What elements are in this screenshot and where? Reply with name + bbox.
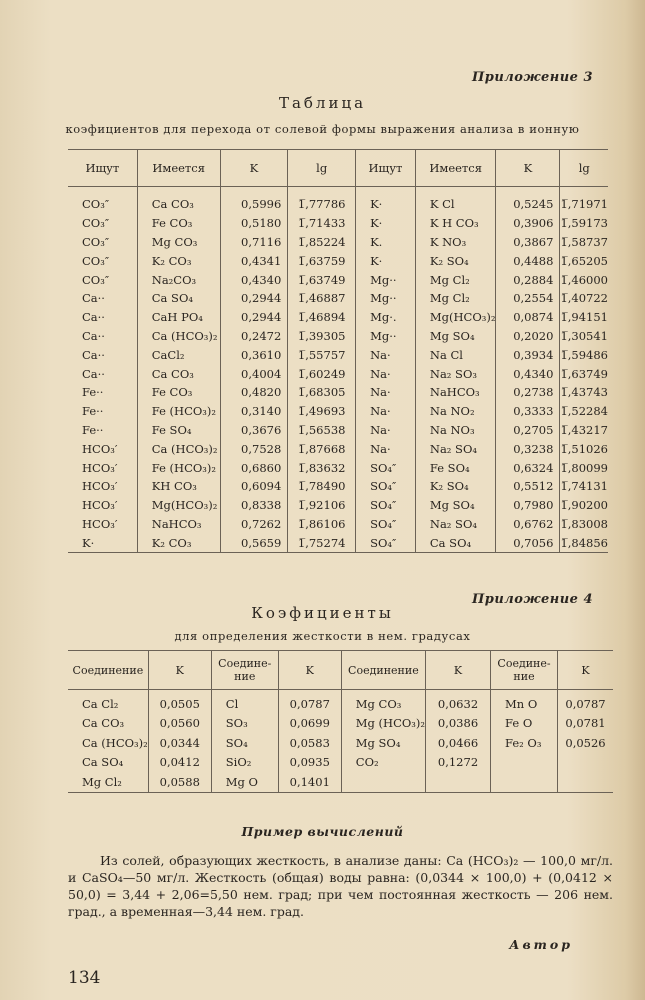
table-row <box>68 308 608 327</box>
table1-subtitle: коэфициентов для перехода от солевой формы выражения анализа в ионную <box>65 122 580 136</box>
table-cell: 0,7528 <box>220 439 288 458</box>
appendix-3-label: Приложение 3 <box>471 70 593 85</box>
table-cell: Ca CO₃ <box>68 714 148 734</box>
header-compound-2: Соедине-ние <box>211 651 278 690</box>
header-k: K <box>220 150 288 187</box>
table-cell: 1̅,84856 <box>560 535 608 550</box>
table-cell: 0,4341 <box>220 251 288 270</box>
table-cell: 1̅,90200 <box>560 498 608 513</box>
header-compound-4: Соедине-ние <box>491 651 558 690</box>
table-cell: Ca SO₄ <box>137 289 220 308</box>
table-cell: SO₄″ <box>356 515 416 534</box>
table-cell <box>426 772 491 792</box>
hardness-coefficients-table <box>68 650 613 793</box>
table-cell: Mg·· <box>356 327 416 346</box>
table-cell: K· <box>68 533 137 552</box>
table-cell: 1̅,65205 <box>560 253 608 268</box>
table-cell: 0,4340 <box>496 364 560 383</box>
table-cell: Ca·· <box>68 327 137 346</box>
table-cell: Fe (HCO₃)₂ <box>137 458 220 477</box>
table-cell: Ca·· <box>68 289 137 308</box>
table-cell: 1̅,55757 <box>288 345 356 364</box>
table-cell: Fe O <box>491 714 558 734</box>
table-cell: Na· <box>356 439 416 458</box>
table-cell: Mg·· <box>356 289 416 308</box>
table-cell: Fe CO₃ <box>137 383 220 402</box>
table-cell: 1̅,60249 <box>288 364 356 383</box>
table-cell: 0,0632 <box>426 690 491 714</box>
table-row <box>68 345 608 364</box>
table-row <box>68 251 608 270</box>
table-cell: Fe SO₄ <box>415 458 496 477</box>
table-cell: Mg(HCO₃)₂ <box>137 496 220 515</box>
table-cell: 0,6762 <box>496 515 560 534</box>
table-cell: CO₃″ <box>68 251 137 270</box>
table-cell: Na· <box>356 383 416 402</box>
table-row <box>68 753 613 773</box>
table-cell: 0,7116 <box>220 233 288 252</box>
table-cell: Mg·. <box>356 308 416 327</box>
table-cell: 0,2944 <box>220 308 288 327</box>
table-cell: 1̅,46887 <box>288 289 356 308</box>
table-cell: 0,4488 <box>496 251 560 270</box>
table-cell: SiO₂ <box>211 753 278 773</box>
table-row <box>68 364 608 383</box>
table-cell: Ca·· <box>68 345 137 364</box>
table-row <box>68 214 608 233</box>
table-cell: Ca·· <box>68 308 137 327</box>
table-cell: Mg Cl₂ <box>415 289 496 308</box>
table-cell: 0,0583 <box>278 733 341 753</box>
table-cell: KH CO₃ <box>137 477 220 496</box>
table-row <box>68 714 613 734</box>
table-cell: 0,7980 <box>496 496 560 515</box>
table-cell: Fe (HCO₃)₂ <box>137 402 220 421</box>
table-cell: 0,0526 <box>565 735 606 750</box>
table-cell: 0,5659 <box>220 533 288 552</box>
table-cell: Na₂ SO₄ <box>415 439 496 458</box>
table-cell: NaHCO₃ <box>415 383 496 402</box>
table-cell: CaH PO₄ <box>137 308 220 327</box>
table-cell: 1̅,77786 <box>288 187 356 214</box>
example-paragraph: Из солей, образующих жесткость, в анализе даны: Ca (HCO₃)₂ — 100,0 мг/л. и CaSO₄—50 мг/л. Жесткость (общая) воды равна: (0,0344 × 100,0) + (0,0412 × 50,0) = 3,44 + 2,06=5,50 нем. град; при чем постоянная жесткость — 206 нем. град., а временная—3,44 нем. град. <box>68 853 613 919</box>
table-cell: 0,0466 <box>426 733 491 753</box>
conversion-coefficients-table <box>68 149 608 553</box>
table-cell: Mn O <box>491 690 558 714</box>
table-cell: Ca CO₃ <box>137 364 220 383</box>
table-cell: 0,2020 <box>496 327 560 346</box>
table-cell: 0,6324 <box>496 458 560 477</box>
table-cell: K. <box>356 233 416 252</box>
table-cell: 1̅,80099 <box>560 460 608 475</box>
table-cell: 0,0874 <box>496 308 560 327</box>
table2-body <box>68 690 613 793</box>
table-cell: NaHCO₃ <box>137 515 220 534</box>
table-cell: Fe·· <box>68 421 137 440</box>
table-cell: 1̅,63749 <box>560 366 608 381</box>
table-cell: 0,7262 <box>220 515 288 534</box>
table-cell: Na· <box>356 345 416 364</box>
table-cell: Fe·· <box>68 383 137 402</box>
table-cell: Mg (HCO₃)₂ <box>341 714 425 734</box>
table-cell: 0,7056 <box>496 533 560 552</box>
table-cell: Na NO₃ <box>415 421 496 440</box>
table-cell: 1̅,39305 <box>288 327 356 346</box>
table-cell: HCO₃′ <box>68 515 137 534</box>
table-cell: Mg Cl₂ <box>415 270 496 289</box>
table-cell: 1̅,59486 <box>560 347 608 362</box>
table-cell: CO₃″ <box>68 187 137 214</box>
table-cell: 0,4340 <box>220 270 288 289</box>
table-cell: K· <box>356 187 416 214</box>
table-cell: K· <box>356 214 416 233</box>
table-cell: 0,6094 <box>220 477 288 496</box>
table-cell: 0,0386 <box>426 714 491 734</box>
header-k-2: K <box>496 150 560 187</box>
table-cell: K· <box>356 251 416 270</box>
table-cell: Ca SO₄ <box>415 533 496 552</box>
table-cell: Mg Cl₂ <box>68 772 148 792</box>
table-row <box>68 733 613 753</box>
table-cell: 1̅,46000 <box>560 272 608 287</box>
table-row <box>68 496 608 515</box>
header-k2-4: K <box>558 651 613 690</box>
table-row <box>68 690 613 714</box>
table-row <box>68 270 608 289</box>
table-cell: 0,1401 <box>278 772 341 792</box>
table-cell: 1̅,30541 <box>560 328 608 343</box>
table-row <box>68 402 608 421</box>
table-row <box>68 515 608 534</box>
table-cell: K₂ CO₃ <box>137 251 220 270</box>
table-cell: Ca Cl₂ <box>68 690 148 714</box>
table-cell: 0,5996 <box>220 187 288 214</box>
table-cell: 0,3333 <box>496 402 560 421</box>
appendix-4-label: Приложение 4 <box>471 592 593 607</box>
table-cell: 1̅,51026 <box>560 441 608 456</box>
table-cell: Fe CO₃ <box>137 214 220 233</box>
table-row <box>68 772 613 792</box>
table-cell: HCO₃′ <box>68 477 137 496</box>
table-cell: SO₄″ <box>356 533 416 552</box>
table-cell: 1̅,58737 <box>560 234 608 249</box>
table-cell <box>558 772 613 792</box>
table-cell: 0,3238 <box>496 439 560 458</box>
table-cell: 1̅,40722 <box>560 291 608 306</box>
table-cell: HCO₃′ <box>68 458 137 477</box>
table-cell: 0,3676 <box>220 421 288 440</box>
table-row <box>68 533 608 552</box>
table-cell: Na₂ SO₄ <box>415 515 496 534</box>
table-cell: 1̅,46894 <box>288 308 356 327</box>
table-cell: 0,2705 <box>496 421 560 440</box>
table1-body <box>68 187 608 553</box>
table-cell: Na· <box>356 402 416 421</box>
table-cell: 0,3610 <box>220 345 288 364</box>
table-cell: Mg SO₄ <box>415 327 496 346</box>
page-number: 134 <box>68 968 101 988</box>
table-cell: Ca SO₄ <box>68 753 148 773</box>
table-row <box>68 187 608 214</box>
table-cell: 0,0505 <box>148 690 211 714</box>
header-sought-2: Ищут <box>356 150 416 187</box>
table-cell: 1̅,49693 <box>288 402 356 421</box>
table-cell: Ca (HCO₃)₂ <box>137 439 220 458</box>
table-cell: K Cl <box>415 187 496 214</box>
table-cell <box>341 772 425 792</box>
table1-title: Таблица <box>278 94 367 112</box>
table-cell: Na₂CO₃ <box>137 270 220 289</box>
table-cell: 1̅,83632 <box>288 458 356 477</box>
table-cell: Fe SO₄ <box>137 421 220 440</box>
table-cell: K₂ SO₄ <box>415 477 496 496</box>
table-cell: Mg(HCO₃)₂ <box>415 308 496 327</box>
table-cell: SO₄″ <box>356 458 416 477</box>
table-row <box>68 289 608 308</box>
table-cell: 1̅,71433 <box>288 214 356 233</box>
table-cell <box>558 753 613 773</box>
table-cell: 0,4004 <box>220 364 288 383</box>
table-row <box>68 327 608 346</box>
table-row <box>68 383 608 402</box>
table-cell: 1̅,52284 <box>560 404 608 419</box>
table-cell: K H CO₃ <box>415 214 496 233</box>
header-compound-1: Соединение <box>68 651 148 690</box>
table-cell: CaCl₂ <box>137 345 220 364</box>
table-row <box>68 421 608 440</box>
table-cell: 1̅,68305 <box>288 383 356 402</box>
header-k2-3: K <box>426 651 491 690</box>
table-cell: CO₃″ <box>68 214 137 233</box>
table-cell: 1̅,94151 <box>560 310 608 325</box>
table-cell: 0,5180 <box>220 214 288 233</box>
table-cell <box>491 772 558 792</box>
table-row <box>68 477 608 496</box>
table-cell: CO₂ <box>341 753 425 773</box>
table2-title: Коэфициенты <box>251 604 394 622</box>
table-cell: 0,0787 <box>565 696 606 711</box>
header-lg-2: lg <box>560 150 608 187</box>
table-cell: Ca·· <box>68 364 137 383</box>
table-cell: 0,3140 <box>220 402 288 421</box>
table-cell: SO₄″ <box>356 477 416 496</box>
header-sought: Ищут <box>68 150 137 187</box>
header-available-2: Имеется <box>415 150 496 187</box>
table-cell: Fe·· <box>68 402 137 421</box>
table-cell: Mg CO₃ <box>341 690 425 714</box>
table-cell: 1̅,63749 <box>288 270 356 289</box>
table-row <box>68 458 608 477</box>
example-title: Пример вычислений <box>241 824 404 839</box>
header-k2-2: K <box>278 651 341 690</box>
table-cell: 1̅,59173 <box>560 216 608 231</box>
table-cell: K₂ CO₃ <box>137 533 220 552</box>
table-cell: 0,5512 <box>496 477 560 496</box>
table-cell: Fe₂ O₃ <box>491 733 558 753</box>
header-compound-3: Соединение <box>341 651 425 690</box>
header-lg: lg <box>288 150 356 187</box>
table-row <box>68 439 608 458</box>
table-cell: Mg SO₄ <box>415 496 496 515</box>
table-cell: K₂ SO₄ <box>415 251 496 270</box>
table-cell: HCO₃′ <box>68 496 137 515</box>
table-cell: 1̅,43743 <box>560 385 608 400</box>
table-cell: Ca CO₃ <box>137 187 220 214</box>
header-available: Имеется <box>137 150 220 187</box>
table-cell: Na₂ SO₃ <box>415 364 496 383</box>
table-cell: 0,2472 <box>220 327 288 346</box>
table-cell: 0,1272 <box>426 753 491 773</box>
table-cell: Cl <box>211 690 278 714</box>
table-cell: CO₃″ <box>68 233 137 252</box>
table-cell: 0,3934 <box>496 345 560 364</box>
table-cell: Na· <box>356 421 416 440</box>
table-cell: 1̅,56538 <box>288 421 356 440</box>
table-cell: 0,0699 <box>278 714 341 734</box>
table-cell: Na· <box>356 364 416 383</box>
table-cell: CO₃″ <box>68 270 137 289</box>
table-cell: 0,0935 <box>278 753 341 773</box>
table-cell: Na Cl <box>415 345 496 364</box>
table-cell: 0,4820 <box>220 383 288 402</box>
table-cell: Mg CO₃ <box>137 233 220 252</box>
table-cell: 0,0588 <box>148 772 211 792</box>
table-cell: 0,2944 <box>220 289 288 308</box>
table-cell: 0,6860 <box>220 458 288 477</box>
table-cell: Mg O <box>211 772 278 792</box>
table-cell: 0,2554 <box>496 289 560 308</box>
table-cell: 1̅,71971 <box>560 197 608 212</box>
table-cell: 0,0781 <box>565 716 606 731</box>
table-cell: 0,0787 <box>278 690 341 714</box>
table-cell: Mg·· <box>356 270 416 289</box>
table-cell: 1̅,63759 <box>288 251 356 270</box>
table-cell: 1̅,92106 <box>288 496 356 515</box>
table-cell: Ca (HCO₃)₂ <box>137 327 220 346</box>
table-cell: 0,3906 <box>496 214 560 233</box>
table-cell: 1̅,85224 <box>288 233 356 252</box>
table2-subtitle: для определения жесткости в нем. градусах <box>174 629 471 643</box>
table-cell: 0,3867 <box>496 233 560 252</box>
author-signature: Автор <box>509 937 573 952</box>
table-cell: HCO₃′ <box>68 439 137 458</box>
table-cell: 1̅,78490 <box>288 477 356 496</box>
table-cell: 1̅,75274 <box>288 533 356 552</box>
table-cell: Na NO₂ <box>415 402 496 421</box>
table-cell: 1̅,74131 <box>560 479 608 494</box>
table-cell: 1̅,83008 <box>560 516 608 531</box>
table-cell: 0,0412 <box>148 753 211 773</box>
table-cell: K NO₃ <box>415 233 496 252</box>
table-cell: SO₃ <box>211 714 278 734</box>
table-cell: 1̅,43217 <box>560 422 608 437</box>
table-cell: 0,5245 <box>496 187 560 214</box>
header-k2-1: K <box>148 651 211 690</box>
table-cell: SO₄″ <box>356 496 416 515</box>
table-cell: Ca (HCO₃)₂ <box>68 733 148 753</box>
table-cell: SO₄ <box>211 733 278 753</box>
table-cell: Mg SO₄ <box>341 733 425 753</box>
table-cell: 0,0344 <box>148 733 211 753</box>
table-cell: 1̅,86106 <box>288 515 356 534</box>
table-cell: 0,2738 <box>496 383 560 402</box>
table-cell: 0,8338 <box>220 496 288 515</box>
table-row <box>68 233 608 252</box>
table-cell: 0,2884 <box>496 270 560 289</box>
table-cell: 0,0560 <box>148 714 211 734</box>
table-cell: 1̅,87668 <box>288 439 356 458</box>
table-cell <box>491 753 558 773</box>
